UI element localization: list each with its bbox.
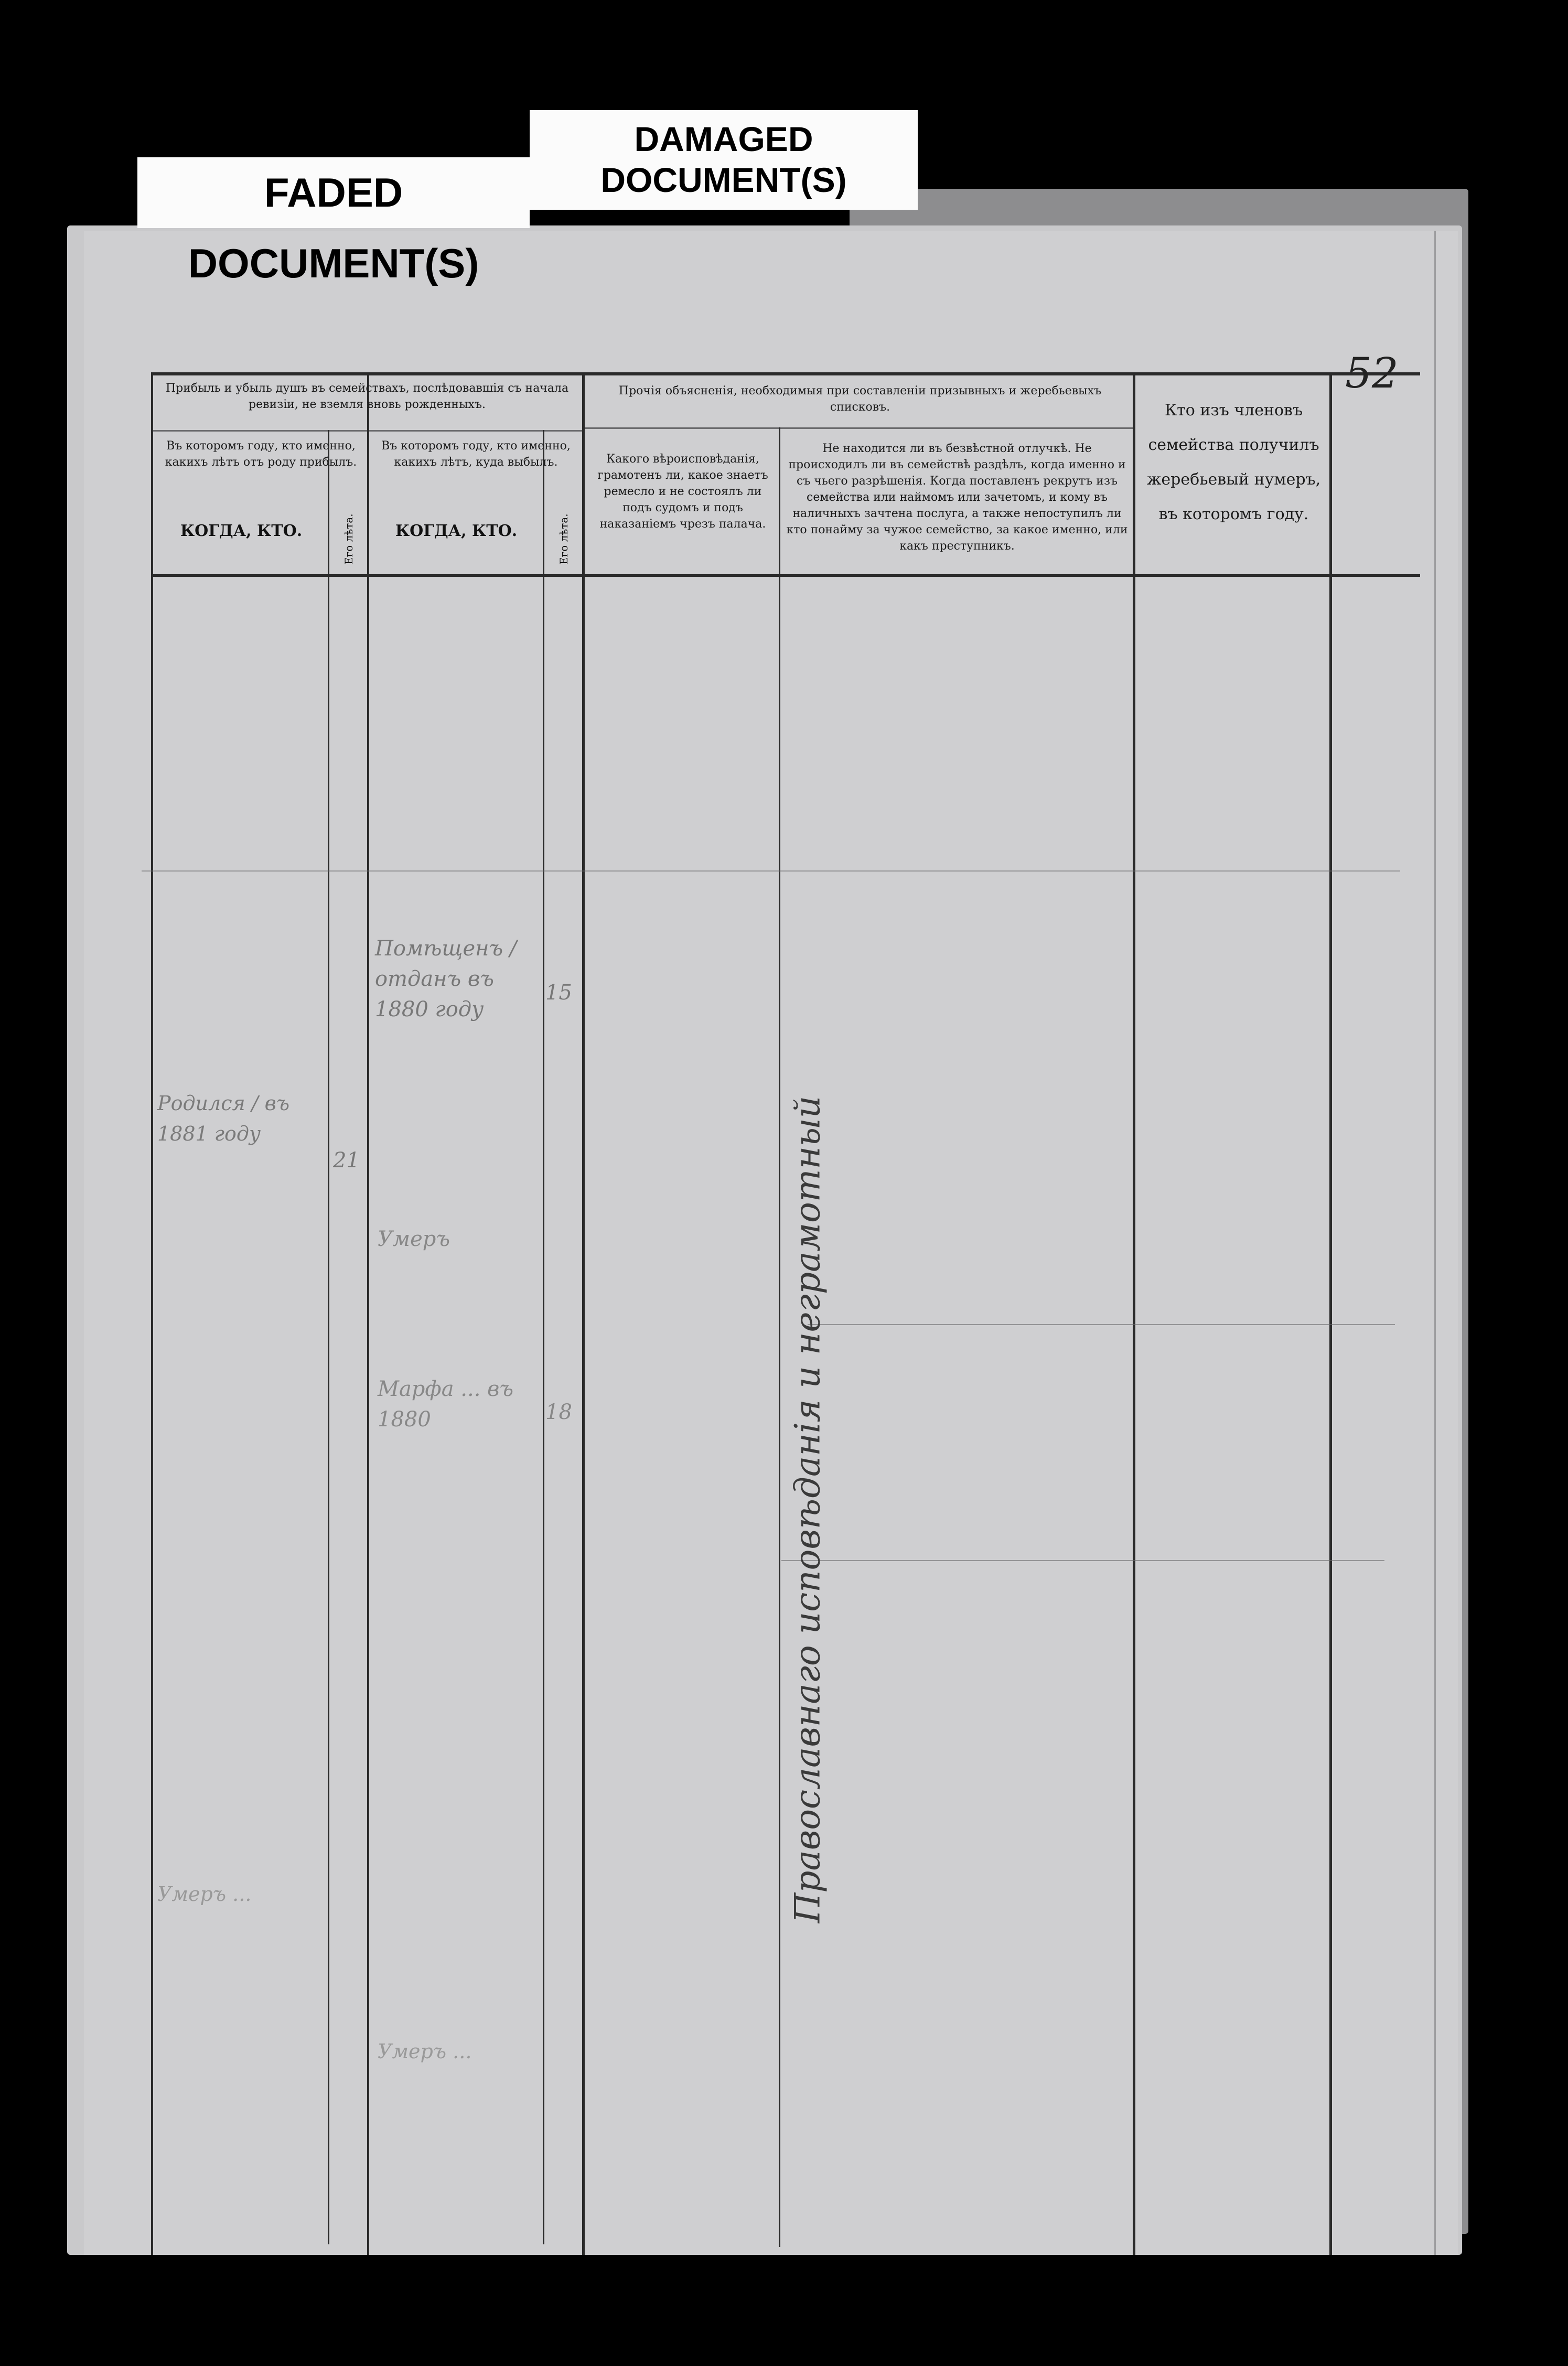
handwritten-departed-entry-2: Умеръ bbox=[378, 1227, 450, 1251]
damaged-label-line-1: DAMAGED bbox=[634, 120, 813, 158]
handwritten-arrived-entry-1: Родился / въ 1881 году bbox=[157, 1092, 290, 1145]
handwritten-departed-entry-3: Марфа ... въ 1880 bbox=[378, 1377, 514, 1432]
handwritten-departed-entry-1: Помѣщенъ / отданъ въ 1880 году bbox=[375, 937, 517, 1021]
damaged-label-line-2: DOCUMENT(S) bbox=[600, 160, 847, 199]
col-rule-3 bbox=[367, 372, 369, 2255]
page-number: 52 bbox=[1345, 349, 1399, 397]
lot-number-column-header: Кто изъ членовъ семейства получилъ жеребьевый нумеръ, въ которомъ году. bbox=[1146, 401, 1321, 523]
handwritten-departed-age-3: 18 bbox=[545, 1400, 572, 1424]
arrived-subtitle: Въ которомъ году, кто именно, какихъ лѣтъ отъ роду прибылъ. bbox=[165, 439, 357, 469]
faded-document-label: FADED DOCUMENT(S) bbox=[137, 157, 530, 228]
departed-subtitle: Въ которомъ году, кто именно, какихъ лѣтъ, куда выбылъ. bbox=[381, 439, 571, 469]
handwritten-arrived-age-1: 21 bbox=[333, 1148, 360, 1173]
religion-column-header: Какого вѣроисповѣданія, грамотенъ ли, какое знаетъ ремесло и не состоялъ ли подъ судомъ и подъ наказаніемъ чрезъ палача. bbox=[597, 453, 768, 531]
entry-separator-3 bbox=[781, 1560, 1384, 1561]
gain-loss-title: Прибыль и убыль душъ въ семействахъ, послѣдовавшія съ начала ревизіи, не вземля вновь рожденныхъ. bbox=[165, 382, 569, 411]
subheader-rule-left bbox=[151, 430, 582, 432]
handwritten-religion-note: Православнаго исповѣданія и неграмотный bbox=[787, 1095, 828, 1923]
age-label-arrived: Его лѣта. bbox=[342, 513, 355, 565]
col-rule-6 bbox=[779, 427, 780, 2247]
handwritten-departed-age-1: 15 bbox=[545, 981, 572, 1005]
when-who-departed: КОГДА, КТО. bbox=[395, 522, 518, 540]
damaged-document-label bbox=[530, 110, 918, 210]
other-explanations-title: Прочія объясненія, необходимыя при составленіи призывныхъ и жеребьевыхъ списковъ. bbox=[618, 384, 1102, 414]
table-top-rule bbox=[151, 372, 1420, 375]
col-rule-1 bbox=[151, 372, 153, 2255]
col-rule-2 bbox=[328, 430, 329, 2244]
age-label-departed: Его лѣта. bbox=[557, 513, 570, 565]
header-bottom-rule bbox=[151, 574, 1420, 577]
col-rule-5 bbox=[582, 372, 585, 2255]
col-rule-7 bbox=[1133, 372, 1135, 2255]
col-rule-8 bbox=[1329, 372, 1332, 2255]
entry-separator-2 bbox=[808, 1324, 1395, 1325]
handwritten-arrived-entry-3: Умеръ ... bbox=[378, 2040, 472, 2063]
absence-column-header: Не находится ли въ безвѣстной отлучкѣ. Не происходилъ ли въ семействѣ раздѣлъ, когда именно и съ чьего разрѣшенія. Когда поставленъ рекрутъ изъ семейства или наймомъ или зачетомъ, и кому въ наличныхъ зачтена послуга, а также непоступилъ ли кто понаймy за чужое семейство, за какое именно, или какъ преступникъ. bbox=[786, 442, 1128, 553]
document-page bbox=[84, 231, 1458, 2255]
when-who-arrived: КОГДА, КТО. bbox=[180, 522, 303, 540]
handwritten-arrived-entry-2: Умеръ ... bbox=[157, 1883, 252, 1906]
subheader-rule-right bbox=[582, 427, 1133, 429]
col-rule-4 bbox=[543, 430, 544, 2244]
entry-separator-1 bbox=[142, 870, 1400, 872]
page-fold-line bbox=[1434, 231, 1436, 2255]
